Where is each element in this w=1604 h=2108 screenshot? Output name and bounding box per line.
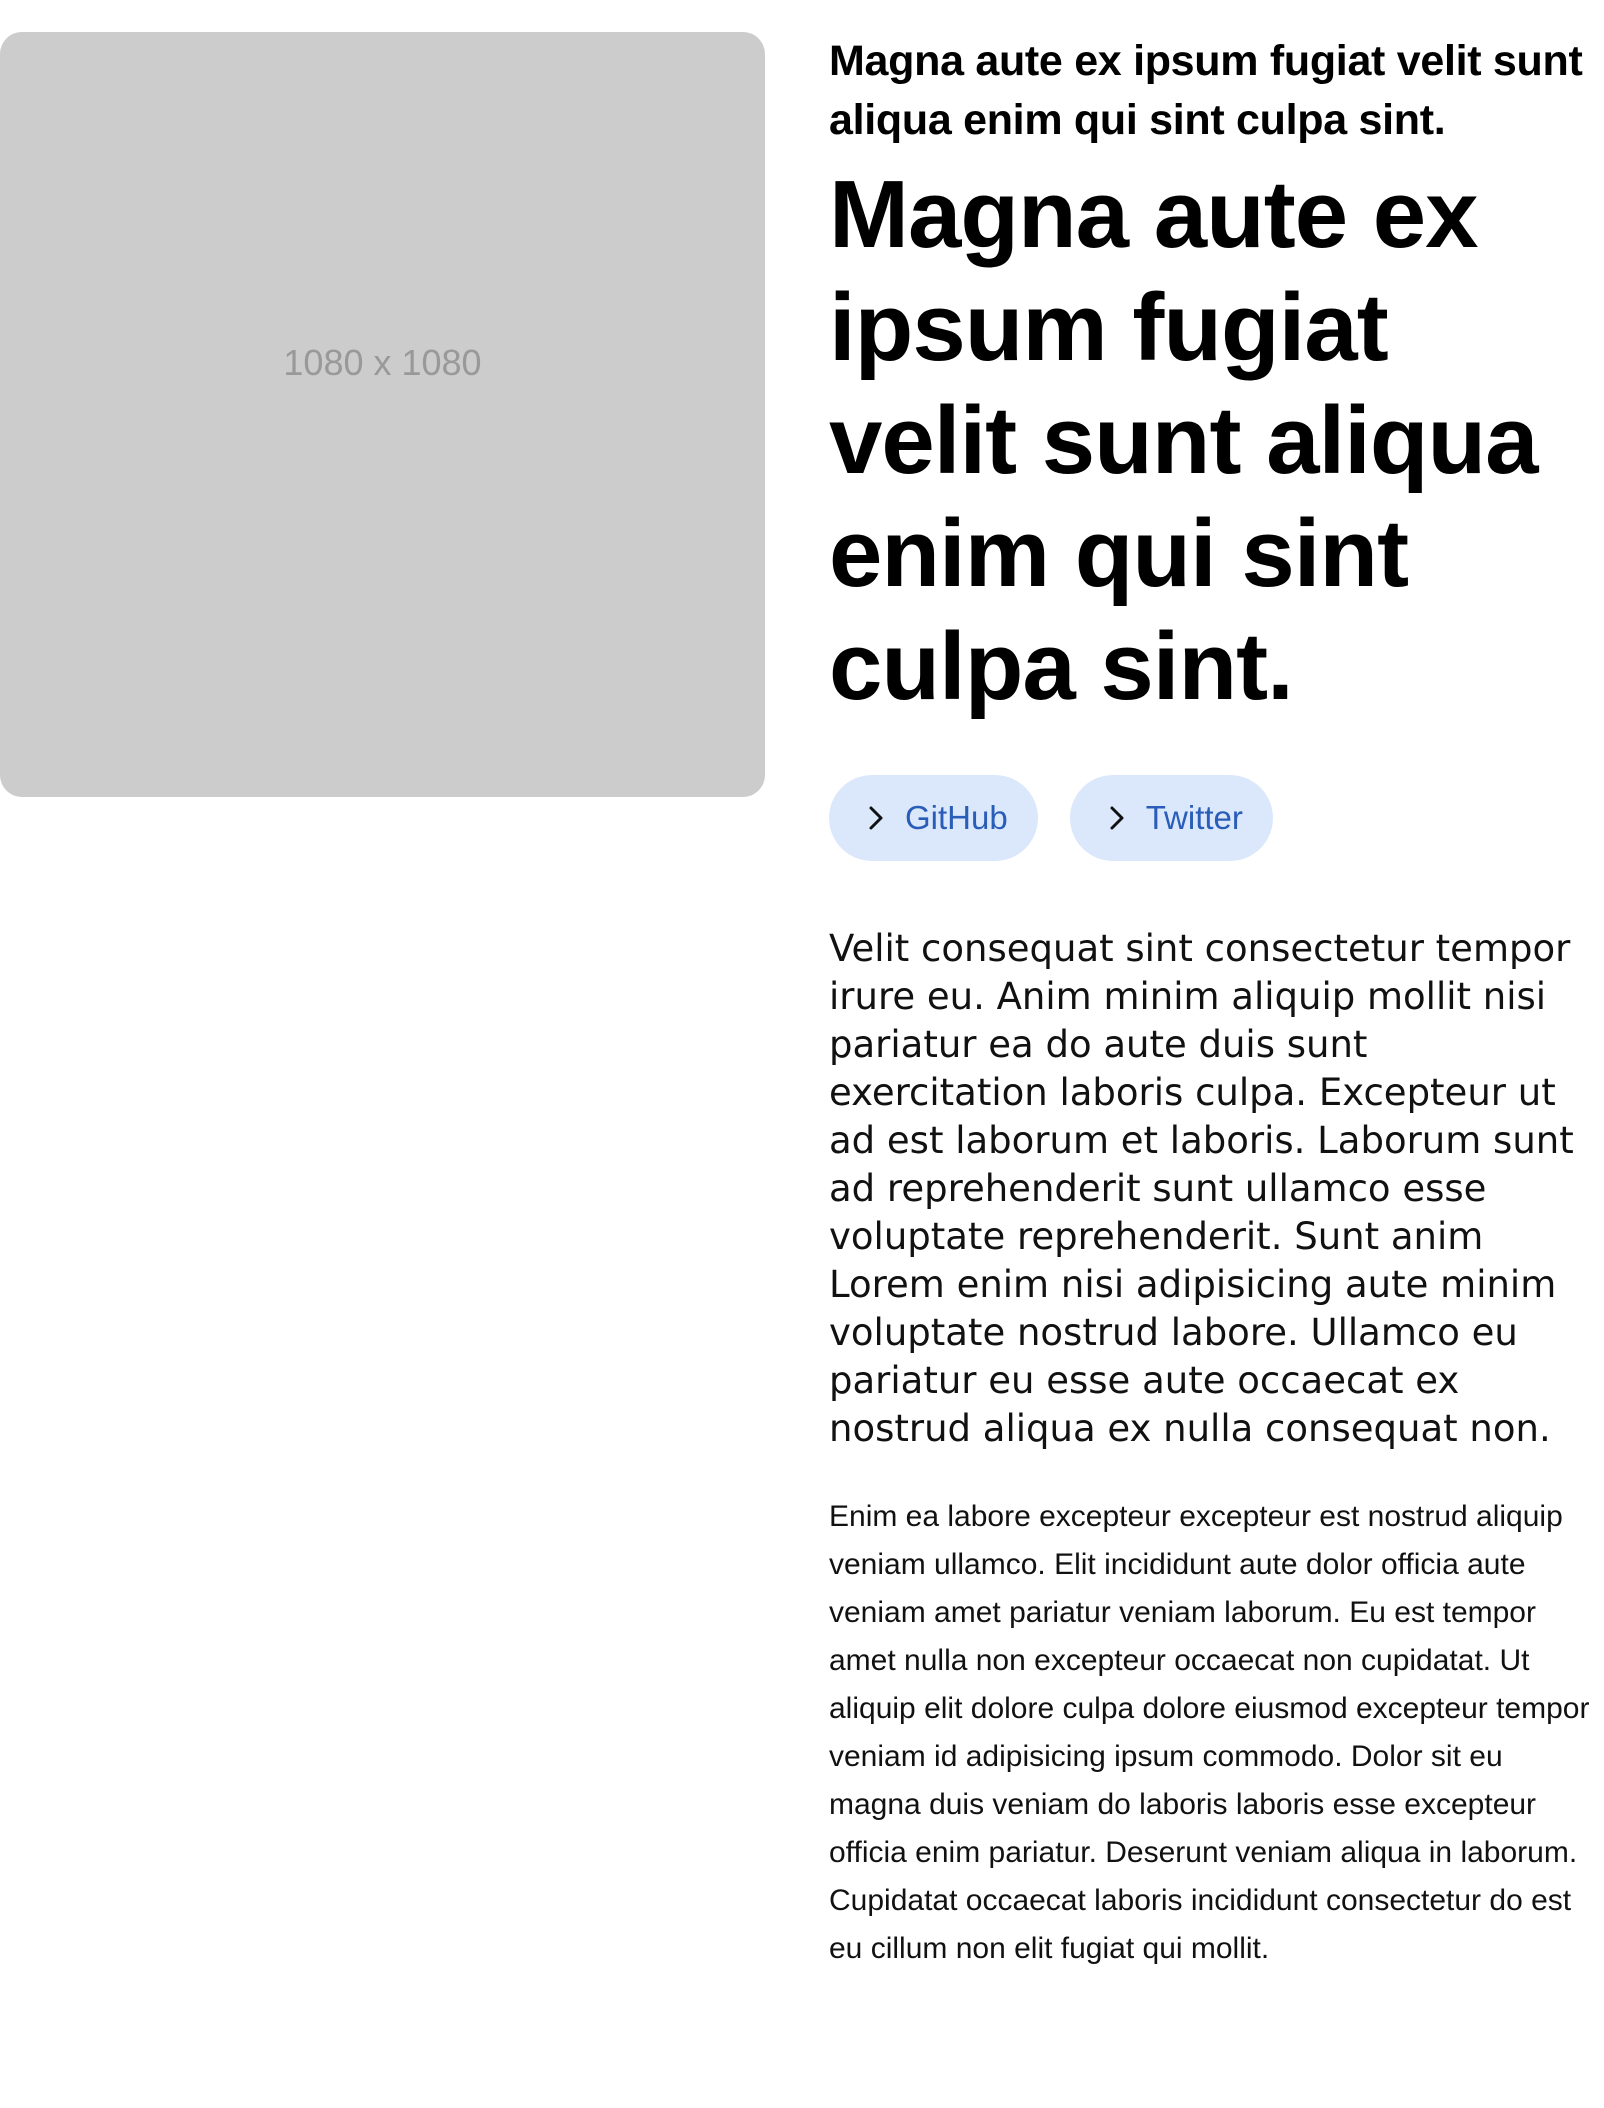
hero-image-placeholder <box>0 32 765 797</box>
content-column <box>829 32 1597 1973</box>
chevron-right-icon <box>1106 805 1128 831</box>
chevron-right-icon <box>865 805 887 831</box>
github-link-label: GitHub <box>905 799 1008 836</box>
page-subtitle: Magna aute ex ipsum fugiat velit sunt aliqua enim qui sint culpa sint. <box>829 37 1583 144</box>
page-title: Magna aute ex ipsum fugiat velit sunt aliqua enim qui sint culpa sint. <box>829 161 1538 720</box>
twitter-link-label: Twitter <box>1145 799 1243 836</box>
image-placeholder-label: 1080 x 1080 <box>283 341 482 383</box>
body-paragraph: Enim ea labore excepteur excepteur est nostrud aliquip veniam ullamco. Elit incididunt aute dolor officia aute veniam amet pariatur veniam laborum. Eu est tempor amet nulla non excepteur occaecat non cupidatat. Ut aliquip elit dolore culpa dolore eiusmod excepteur tempor veniam id adipisicing ipsum commodo. Dolor sit eu magna duis veniam do laboris laboris esse excepteur officia enim pariatur. Deserunt veniam aliqua in laborum. Cupidatat occaecat laboris incididunt consectetur do est eu cillum non elit fugiat qui mollit. <box>829 1500 1590 1965</box>
social-links <box>829 775 1597 861</box>
github-link-button[interactable] <box>829 775 1038 861</box>
lead-paragraph: Velit consequat sint consectetur tempor irure eu. Anim minim aliquip mollit nisi pariatur ea do aute duis sunt exercitation laboris culpa. Excepteur ut ad est laborum et laboris. Laborum sunt ad reprehenderit sunt ullamco esse voluptate reprehenderit. Sunt anim Lorem enim nisi adipisicing aute minim voluptate nostrud labore. Ullamco eu pariatur eu esse aute occaecat ex nostrud aliqua ex nulla consequat non. <box>829 927 1574 1450</box>
twitter-link-button[interactable] <box>1070 775 1273 861</box>
